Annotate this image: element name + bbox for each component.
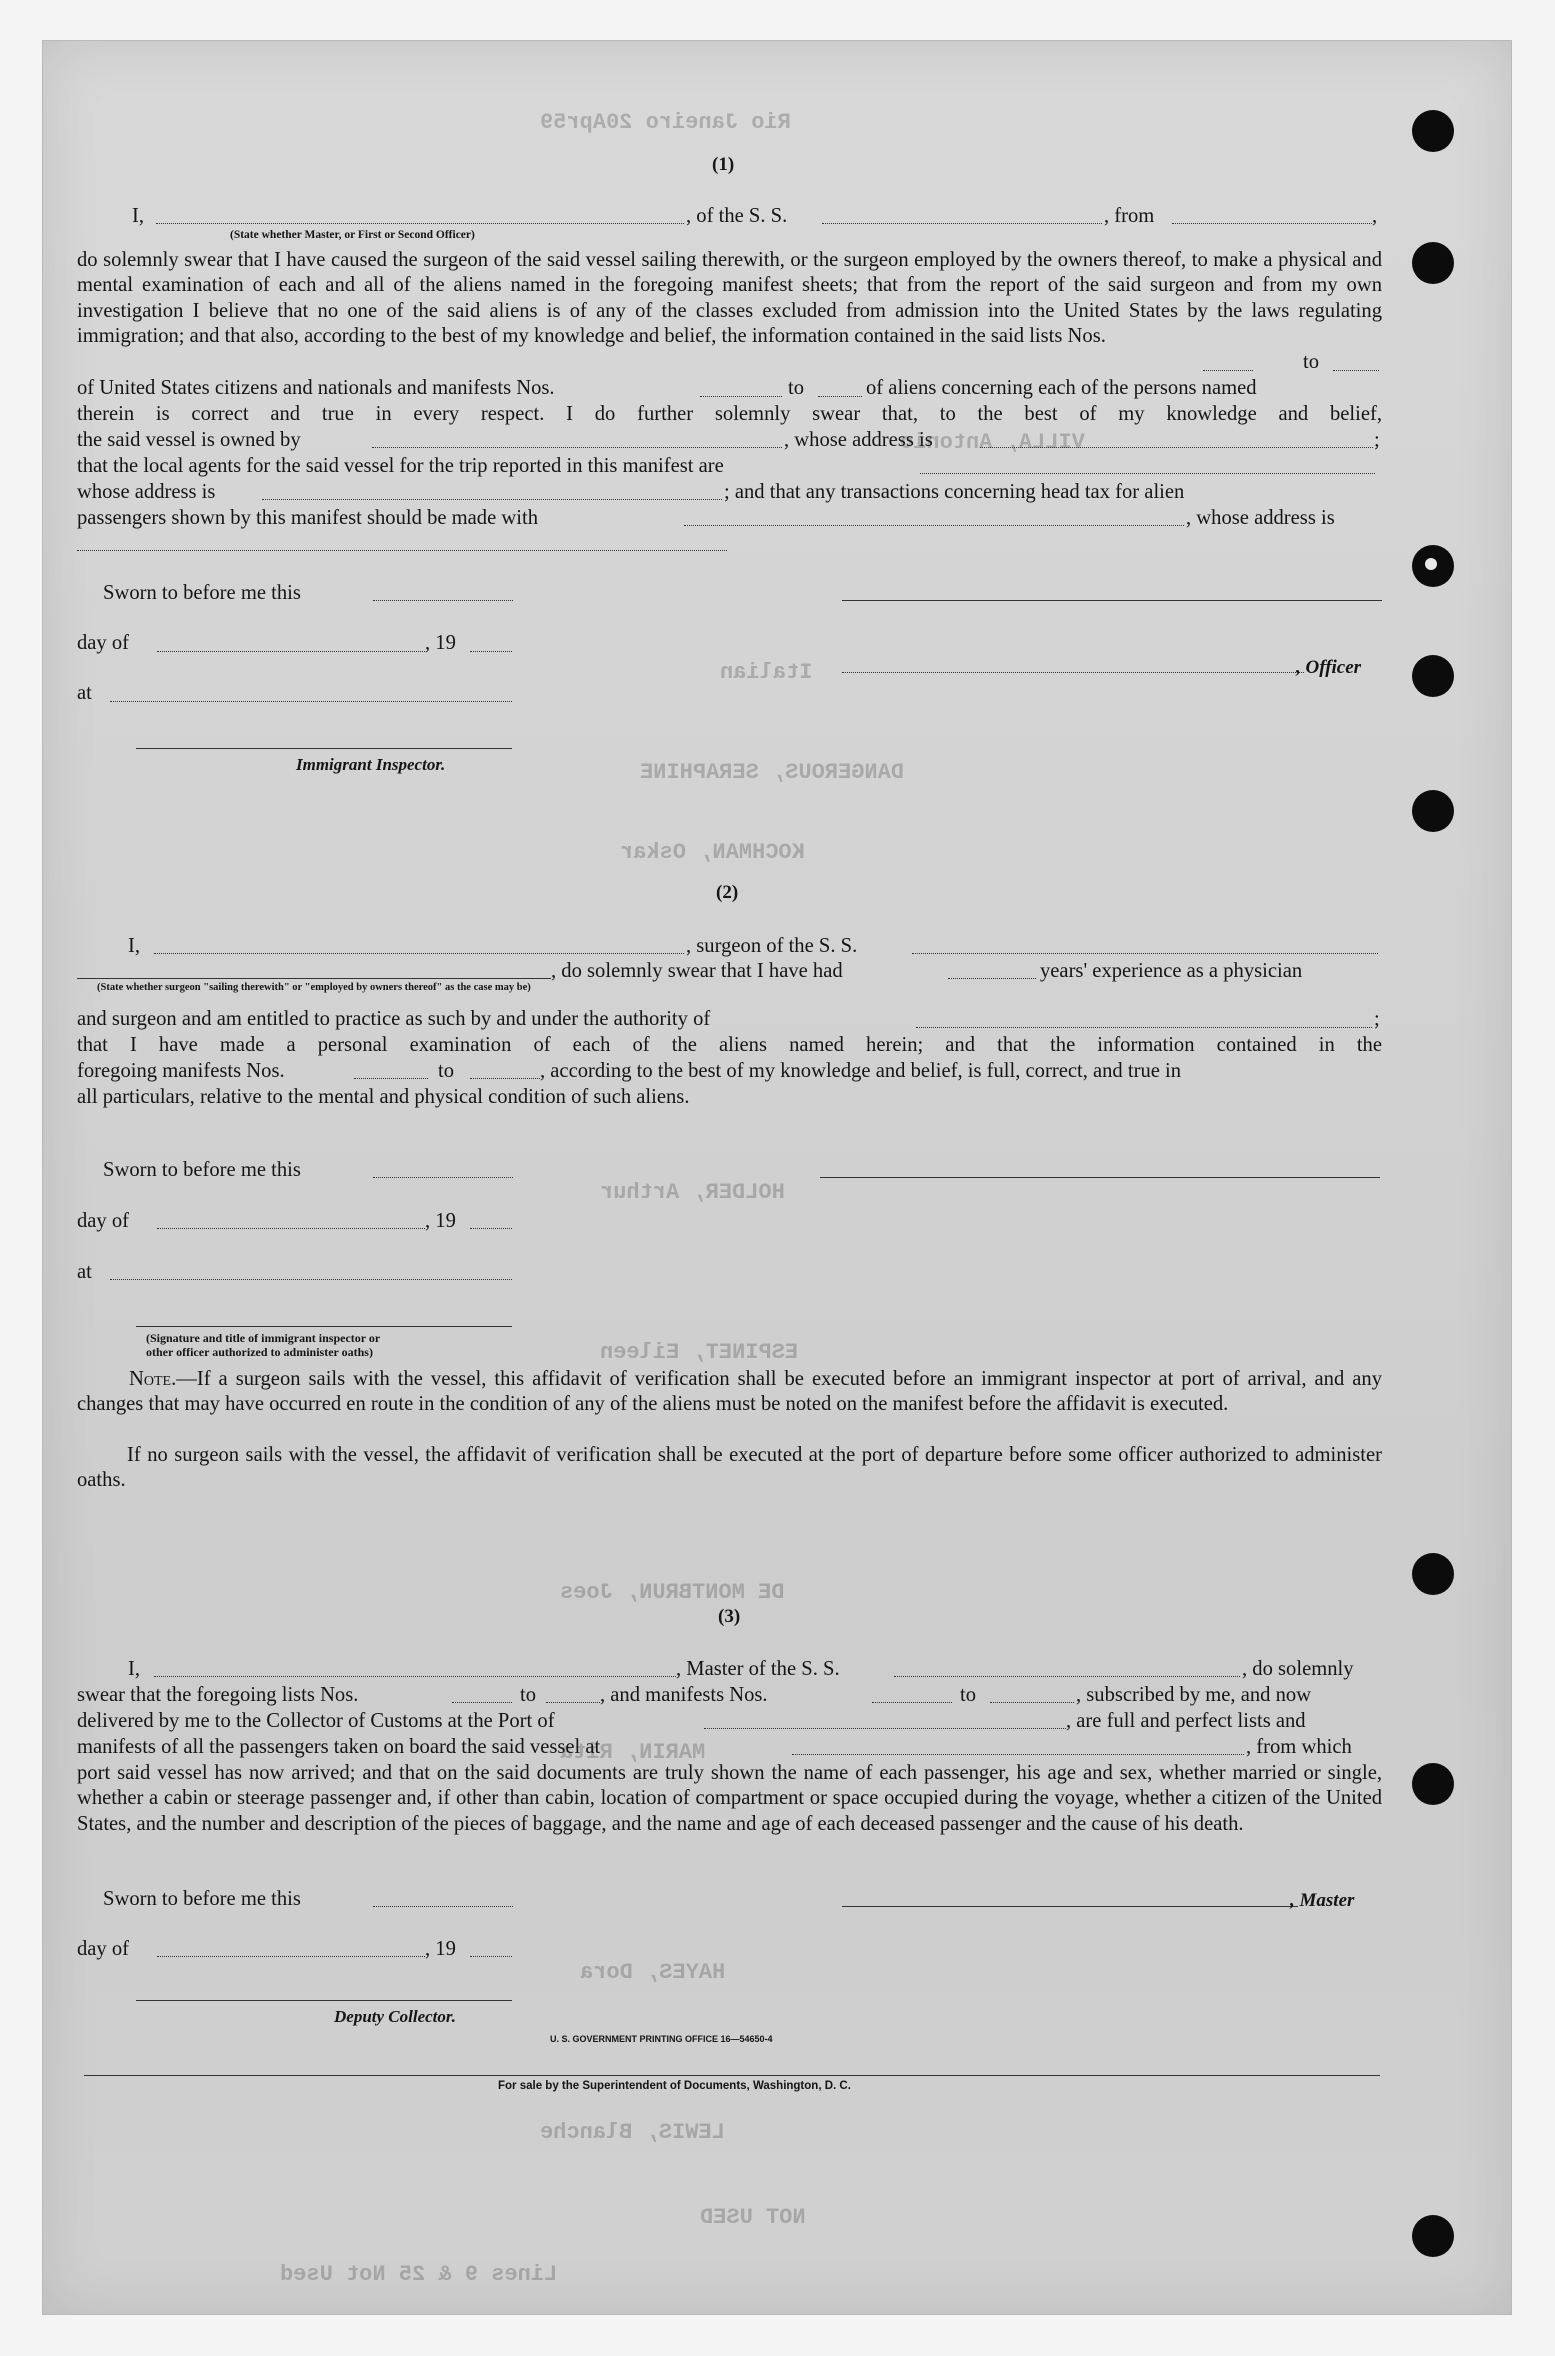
- collector-label: Deputy Collector.: [334, 2007, 456, 2026]
- lists-from-field[interactable]: [1203, 370, 1253, 371]
- year-field[interactable]: [470, 651, 512, 652]
- binder-hole: [1412, 242, 1454, 284]
- bleed-through: Italian: [720, 660, 813, 685]
- year-field[interactable]: [470, 1956, 512, 1957]
- surgeon-ship-field[interactable]: [912, 953, 1378, 954]
- binder-hole: [1412, 110, 1454, 152]
- section-number: (1): [712, 154, 735, 175]
- master-ship-field[interactable]: [894, 1676, 1240, 1677]
- bleed-through: MARIN, Rita: [560, 1740, 706, 1765]
- agents-field[interactable]: [920, 473, 1375, 474]
- collector-signature-line[interactable]: [136, 2000, 512, 2001]
- officer-name-field[interactable]: [156, 223, 684, 224]
- printing-office: U. S. GOVERNMENT PRINTING OFFICE 16—54650-4: [550, 2034, 773, 2044]
- bleed-through: ESPINET, Eileen: [600, 1340, 799, 1365]
- surgeon-name-field[interactable]: [154, 953, 684, 954]
- bleed-through: Rio Janeiro 20Apr59: [540, 110, 791, 135]
- officer-signature-line[interactable]: [842, 600, 1382, 601]
- from-port-field[interactable]: [1172, 223, 1372, 224]
- manifests-from-field[interactable]: [872, 1702, 952, 1703]
- section-number: (2): [716, 882, 739, 903]
- master-oath-paragraph: port said vessel has now arrived; and that on the said documents are truly shown the name of each passenger, his age and sex, whether married or single, whether a cabin or steerage passenger and, if other than cabin, location of compartment or space occupied during the voyage, whether a citizen of the United States, and the number and description of the pieces of baggage, and the name and age of each deceased passenger and the cause of his death.: [77, 1762, 1382, 1835]
- lead-i: I,: [132, 205, 145, 227]
- inspector-label: Immigrant Inspector.: [296, 755, 446, 774]
- manifests-to-field[interactable]: [818, 396, 862, 397]
- binder-hole: [1412, 1763, 1454, 1805]
- from-label: , from: [1104, 205, 1155, 227]
- footer-rule: [84, 2075, 1380, 2076]
- local-agents-label: that the local agents for the said vessel for the trip reported in this manifest are: [77, 455, 724, 477]
- note-paragraph-2: If no surgeon sails with the vessel, the affidavit of verification shall be executed at the port of departure before some officer authorized to administer oaths.: [77, 1444, 1382, 1492]
- master-signature-line[interactable]: [842, 1906, 1298, 1907]
- month-field[interactable]: [157, 1956, 425, 1957]
- sworn-day-field[interactable]: [373, 1906, 513, 1907]
- inspector-signature-line[interactable]: [136, 748, 512, 749]
- manifests-label: of United States citizens and nationals and manifests Nos.: [77, 377, 555, 399]
- manifests-from-field[interactable]: [354, 1078, 428, 1079]
- ship-name-field[interactable]: [822, 223, 1102, 224]
- sworn-day-field[interactable]: [373, 600, 513, 601]
- field-note: (State whether Master, or First or Second Officer): [230, 229, 475, 241]
- collector-port-field[interactable]: [704, 1728, 1066, 1729]
- master-label: , Master: [1290, 1890, 1355, 1911]
- manifests-to-field[interactable]: [470, 1078, 540, 1079]
- oath-paragraph: do solemnly swear that I have caused the surgeon of the said vessel sailing therewith, or the surgeon employed by the owners thereof, to make a physical and mental examination of each and all of the aliens named in the foregoing manifest sheets; that from the report of the said surgeon and from my own investigation I believe that no one of the said aliens is of any of the classes excluded from admission into the United States by the laws regulating immigration; and that also, according to the best of my knowledge and belief, the information contained in the said lists Nos.: [77, 249, 1382, 348]
- officer-title-line[interactable]: [842, 672, 1304, 673]
- location-field[interactable]: [110, 701, 512, 702]
- lists-from-field[interactable]: [452, 1702, 512, 1703]
- year-field[interactable]: [470, 1228, 512, 1229]
- bleed-through: DANGEROUS, SERAPHINE: [640, 760, 905, 785]
- head-tax-field[interactable]: [684, 525, 1184, 526]
- field-note: (State whether surgeon "sailing therewith" or "employed by owners thereof" as the case may be): [97, 982, 531, 993]
- binder-hole: [1412, 1553, 1454, 1595]
- lists-to-field[interactable]: [1333, 370, 1379, 371]
- surgeon-status-line[interactable]: [77, 978, 551, 979]
- officer-label: , Officer: [1296, 657, 1362, 678]
- binder-hole: [1412, 790, 1454, 832]
- bleed-through: NOT USED: [700, 2205, 806, 2230]
- bleed-through: KOCHMAN, Oskar: [620, 840, 805, 865]
- bleed-through: HOLDER, Arthur: [600, 1180, 785, 1205]
- bleed-through: LEWIS, Blanche: [540, 2120, 725, 2145]
- manifests-from-field[interactable]: [700, 396, 782, 397]
- master-name-field[interactable]: [154, 1676, 676, 1677]
- location-field[interactable]: [110, 1279, 512, 1280]
- bleed-through: Lines 9 & 25 Not Used: [280, 2262, 558, 2287]
- of-ss-label: , of the S. S.: [686, 205, 788, 227]
- manifests-to-field[interactable]: [990, 1702, 1074, 1703]
- agents-address-field[interactable]: [262, 499, 722, 500]
- binder-hole: [1412, 2215, 1454, 2257]
- years-field[interactable]: [948, 978, 1036, 979]
- note-paragraph: Note.—If a surgeon sails with the vessel, this affidavit of verification shall be executed before an immigrant inspector at port of arrival, and any changes that may have occurred en route in the condition of any of the aliens must be noted on the manifest before the affidavit is executed.: [77, 1368, 1382, 1416]
- sale-notice: For sale by the Superintendent of Documents, Washington, D. C.: [498, 2080, 851, 2092]
- sworn-label: Sworn to before me this: [103, 582, 301, 604]
- binder-hole: [1412, 545, 1454, 587]
- binder-hole: [1412, 655, 1454, 697]
- sworn-day-field[interactable]: [373, 1177, 513, 1178]
- month-field[interactable]: [157, 651, 425, 652]
- boarding-port-field[interactable]: [792, 1754, 1244, 1755]
- authority-field[interactable]: [916, 1027, 1372, 1028]
- bleed-through: VILLA, Antonio: [900, 430, 1085, 455]
- owner-field[interactable]: [372, 447, 782, 448]
- owner-address-field[interactable]: [980, 447, 1373, 448]
- surgeon-signature-line[interactable]: [820, 1177, 1380, 1178]
- lists-to-field[interactable]: [546, 1702, 600, 1703]
- bleed-through: DE MONTBRUN, Joes: [560, 1580, 785, 1605]
- bleed-through: HAYES, Dora: [580, 1960, 726, 1985]
- inspector-signature-line[interactable]: [136, 1326, 512, 1327]
- section-number: (3): [718, 1606, 741, 1627]
- month-field[interactable]: [157, 1228, 425, 1229]
- head-tax-address-field[interactable]: [77, 550, 727, 551]
